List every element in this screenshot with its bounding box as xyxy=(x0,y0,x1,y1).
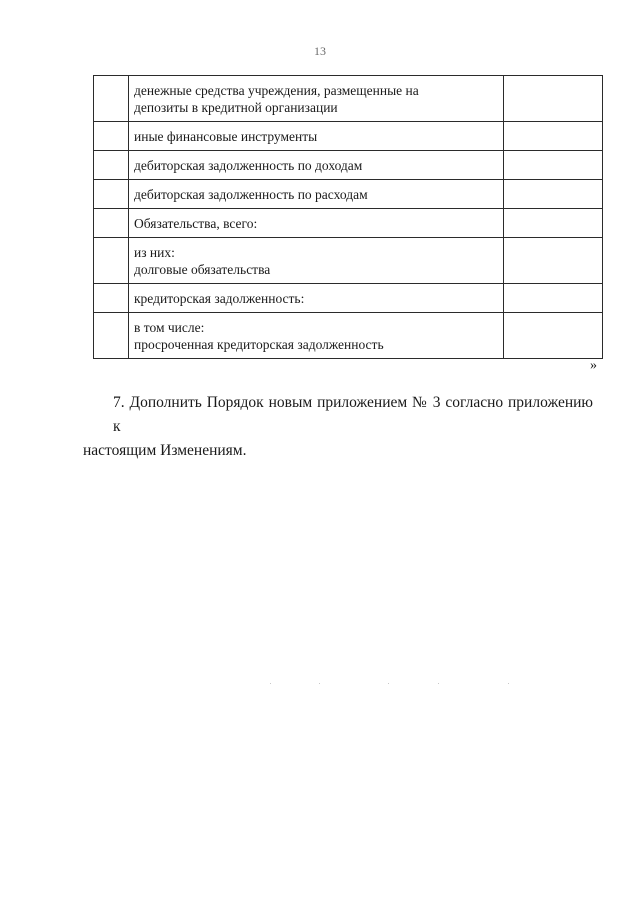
row-number-cell xyxy=(94,151,129,180)
paragraph-line: настоящим Изменениям. xyxy=(83,442,247,459)
row-value-cell xyxy=(504,122,603,151)
row-number-cell xyxy=(94,209,129,238)
row-value-cell xyxy=(504,209,603,238)
row-label-line: иные финансовые инструменты xyxy=(134,129,318,144)
row-label-cell xyxy=(129,180,504,209)
row-value-cell xyxy=(504,151,603,180)
row-number-cell xyxy=(94,76,129,122)
table-row xyxy=(94,180,603,209)
row-label-line: в том числе: xyxy=(134,320,205,335)
closing-quote: » xyxy=(590,358,597,373)
scan-specks xyxy=(270,683,530,685)
financial-table xyxy=(93,75,603,359)
row-label-line: депозиты в кредитной организации xyxy=(134,100,338,115)
row-value-cell xyxy=(504,313,603,359)
table-row xyxy=(94,238,603,284)
table-row xyxy=(94,209,603,238)
row-label-line: дебиторская задолженность по доходам xyxy=(134,158,363,173)
table-row xyxy=(94,313,603,359)
row-label-cell xyxy=(129,284,504,313)
row-number-cell xyxy=(94,238,129,284)
row-label-line: дебиторская задолженность по расходам xyxy=(134,187,368,202)
row-label-line: просроченная кредиторская задолженность xyxy=(134,337,384,352)
row-label-cell xyxy=(129,209,504,238)
paragraph-line: 7. Дополнить Порядок новым приложением № 3 согласно приложению к xyxy=(113,394,593,435)
row-label-line: денежные средства учреждения, размещенные на xyxy=(134,83,419,98)
row-label-line: из них: xyxy=(134,245,175,260)
row-value-cell xyxy=(504,284,603,313)
row-label-cell xyxy=(129,76,504,122)
row-label-line: кредиторская задолженность: xyxy=(134,291,305,306)
row-label-line: Обязательства, всего: xyxy=(134,216,258,231)
row-number-cell xyxy=(94,284,129,313)
row-label-cell xyxy=(129,151,504,180)
row-value-cell xyxy=(504,238,603,284)
row-label-cell xyxy=(129,313,504,359)
table-row xyxy=(94,122,603,151)
table-row xyxy=(94,76,603,122)
row-label-line: долговые обязательства xyxy=(134,262,271,277)
row-number-cell xyxy=(94,313,129,359)
row-label-cell xyxy=(129,122,504,151)
row-number-cell xyxy=(94,180,129,209)
amendment-paragraph xyxy=(83,391,593,463)
table-row xyxy=(94,151,603,180)
row-number-cell xyxy=(94,122,129,151)
row-value-cell xyxy=(504,180,603,209)
row-value-cell xyxy=(504,76,603,122)
table-row xyxy=(94,284,603,313)
row-label-cell xyxy=(129,238,504,284)
page-number: 13 xyxy=(314,44,326,58)
